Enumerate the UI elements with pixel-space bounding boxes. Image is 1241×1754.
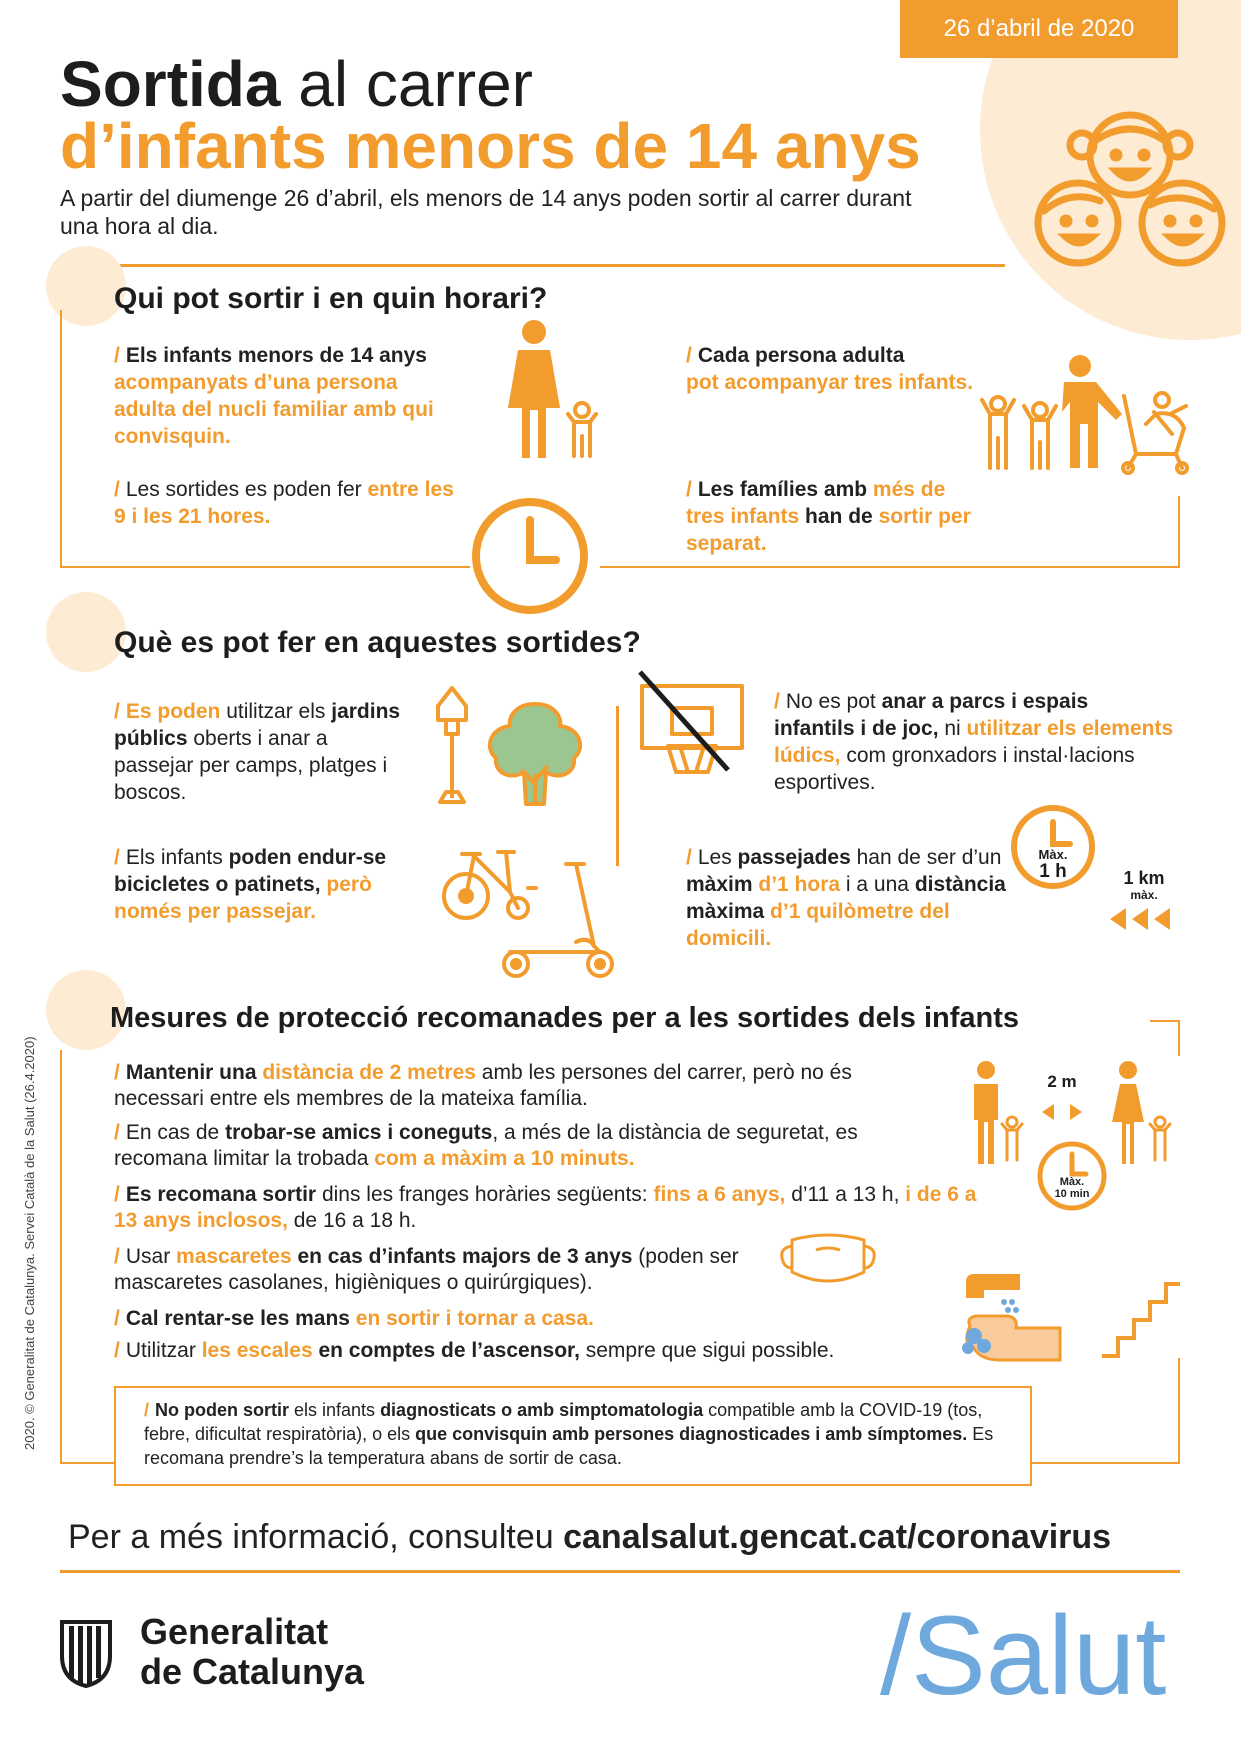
header-divider (60, 264, 1005, 267)
s1-item4: / Les famílies amb més de tres infants han de sortir per separat. (686, 478, 971, 555)
measure-5: / Cal rentar-se les mans en sortir i tornar a casa. (114, 1307, 594, 1330)
section1-frame-left (60, 310, 62, 568)
s2-item2: / No es pot anar a parcs i espais infantils i de joc, ni utilitzar els elements lúdics, com gronxadors i instal·lacions esportives. (774, 690, 1174, 794)
org-name: Generalitat de Catalunya (140, 1611, 365, 1692)
page-title-line1: Sortida al carrer (60, 48, 533, 120)
adult-child-icon (494, 318, 604, 460)
section1-frame-bottom-right (600, 566, 1180, 568)
section3-frame-right (1178, 1020, 1180, 1056)
generalitat-logo-icon (58, 1616, 114, 1688)
side-credit: 2020. © Generalitat de Catalunya. Servei Català de la Salut (26.4.2020) (22, 1036, 37, 1450)
clock-10min-icon: Màx. 10 min (1036, 1140, 1108, 1212)
street-lamp-icon (430, 684, 474, 808)
section3-title: Mesures de protecció recomanades per a les sortides dels infants (110, 1002, 1020, 1034)
section3-frame-top-right (1150, 1020, 1180, 1022)
s1-item1: / Els infants menors de 14 anys acompanyats d’una persona adulta del nucli familiar amb qui convisquin. (114, 344, 434, 448)
section2-center-divider (616, 706, 619, 866)
footer-divider (60, 1570, 1180, 1573)
family-stroller-icon (976, 354, 1192, 474)
km-label: 1 km (1123, 868, 1165, 888)
distance-label: 2 m (1047, 1072, 1077, 1091)
stairs-icon (1102, 1262, 1180, 1358)
brand-salut: /Salut (880, 1593, 1167, 1718)
tree-icon (480, 700, 590, 808)
measure-4: / Usar mascaretes en cas d’infants majors de 3 anys (poden ser mascaretes casolanes, higièniques o quirúrgiques). (114, 1245, 739, 1294)
section1-frame-right (1178, 496, 1180, 568)
more-info-line: Per a més informació, consulteu canalsalut.gencat.cat/coronavirus (68, 1518, 1112, 1556)
measure-3: / Es recomana sortir dins les franges horàries següents: fins a 6 anys, d’11 a 13 h, i de 6 a 13 anys inclosos, de 16 a 18 h. (114, 1183, 977, 1232)
hand-washing-icon (960, 1272, 1080, 1362)
measure-1: / Mantenir una distància de 2 metres amb les persones del carrer, però no és necessari entre els membres de la mateixa família. (114, 1061, 852, 1110)
km-sub-label: màx. (1130, 888, 1158, 902)
section3-frame-left (60, 1050, 62, 1464)
page-title-line2: d’infants menors de 14 anys (60, 110, 921, 182)
date-badge: 26 d’abril de 2020 (900, 0, 1178, 58)
intro-text: A partir del diumenge 26 d’abril, els menors de 14 anys poden sortir al carrer durant una hora al dia. (60, 185, 912, 239)
s2-item3: / Els infants poden endur-se bicicletes o patinets, però només per passejar. (114, 846, 387, 923)
arrows-left-icon (1110, 908, 1174, 930)
section1-title: Qui pot sortir i en quin horari? (114, 282, 548, 315)
s2-item4: / Les passejades han de ser d’un màxim d’1 hora i a una distància màxima d’1 quilòmetre del domicili. (686, 846, 1006, 950)
info-url-link[interactable]: canalsalut.gencat.cat/coronavirus (563, 1518, 1112, 1556)
s1-item3: / Les sortides es poden fer entre les 9 i les 21 hores. (114, 478, 454, 528)
scooter-icon (496, 856, 620, 978)
s1-item2: / Cada persona adulta pot acompanyar tres infants. (686, 344, 974, 394)
clock-max-1h-icon: Màx. 1 h (1010, 804, 1096, 890)
s2-item1: / Es poden utilitzar els jardins públics oberts i anar a passejar per camps, platges i boscos. (114, 700, 401, 804)
clock-icon (470, 496, 590, 616)
note-box: / No poden sortir els infants diagnosticats o amb simptomatologia compatible amb la COVID-19 (tos, febre, dificultat respiratòria), o els que convisquin amb persones diagnosticades i amb símptomes. Es recomana prendre’s la temperatura abans de sortir de casa. (114, 1386, 1032, 1486)
section2-title: Què es pot fer en aquestes sortides? (114, 626, 641, 659)
measure-6: / Utilitzar les escales en comptes de l’ascensor, sempre que sigui possible. (114, 1339, 835, 1362)
kids-faces-icon (1030, 105, 1230, 275)
basketball-hoop-crossed-icon (636, 668, 748, 778)
mask-icon (778, 1228, 878, 1290)
section1-frame-bottom-left (60, 566, 470, 568)
section3-frame-right-lower (1178, 1358, 1180, 1464)
measure-2: / En cas de trobar-se amics i coneguts, a més de la distància de seguretat, es recomana limitar la trobada com a màxim a 10 minuts. (114, 1121, 858, 1170)
